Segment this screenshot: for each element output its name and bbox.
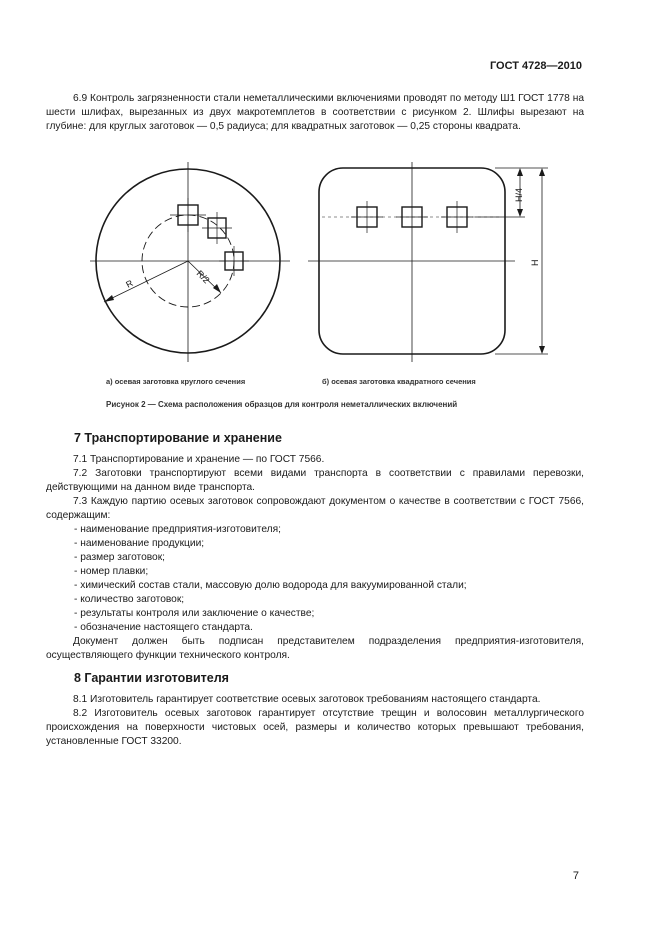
page-number: 7 [572,870,579,882]
list-item: - результаты контроля или заключение о качестве; [74,608,315,619]
paragraph-6-9: 6.9 Контроль загрязненности стали неметаллическими включениями проводят по методу Ш1 ГОСТ 1778 на шести шлифах, вырезанных из двух макротемплетов в соответствии с рисунком 2. Шлифы вырезают на глубине: для круглых заготовок — 0,5 радиуса; для квадратных заготовок — 0,25 стороны квадрата. [46,93,584,132]
paragraph-8-2: 8.2 Изготовитель осевых заготовок гарантирует отсутствие трещин и волосовин металлургического происхождения на поверхности чистовых осей, размеры и количество которых превышают требования, установленные ГОСТ 33200. [46,708,584,747]
section-6-text [46,92,584,134]
radius-arrow-R2 [213,284,221,293]
section-7-title: 7 Транспортирование и хранение [74,431,282,445]
paragraph-7-2: 7.2 Заготовки транспортируют всеми видами транспорта в соответствии с правилами перевозки, действующими на данном виде транспорта. [46,468,584,493]
list-item: - наименование продукции; [74,538,205,549]
document-header: ГОСТ 4728—2010 [489,60,582,72]
paragraph-7-1: 7.1 Транспортирование и хранение — по ГОСТ 7566. [73,454,325,465]
label-R2: R/2 [194,268,212,286]
label-H4: H/4 [514,187,524,202]
section-7-text [46,453,584,663]
list-item: - номер плавки; [74,566,149,577]
list-item: - размер заготовок; [74,552,166,563]
figure-2-diagram [90,162,560,362]
label-R: R [124,277,135,290]
paragraph-7-document: Документ должен быть подписан представителем подразделения предприятия-изготовителя, осуществляющего функции технического контроля. [46,636,584,661]
list-item: - наименование предприятия-изготовителя; [74,524,281,535]
paragraph-7-3: 7.3 Каждую партию осевых заготовок сопровождают документом о качестве в соответствии с ГОСТ 7566, содержащим: [46,496,584,521]
caption-b: б) осевая заготовка квадратного сечения [322,377,476,386]
list-item: - количество заготовок; [74,594,185,605]
label-H: H [530,259,540,266]
radius-line-R [104,261,188,302]
section-8-title: 8 Гарантии изготовителя [74,671,229,685]
caption-a: а) осевая заготовка круглого сечения [106,377,246,386]
section-8-text [46,693,584,749]
list-item: - химический состав стали, массовую долю водорода для вакуумированной стали; [74,580,467,591]
radius-arrow-R [104,295,114,302]
list-item: - обозначение настоящего стандарта. [74,622,253,633]
figure-caption: Рисунок 2 — Схема расположения образцов для контроля неметаллических включений [106,400,458,409]
paragraph-8-1: 8.1 Изготовитель гарантирует соответствие осевых заготовок требованиям настоящего стандарта. [73,694,541,705]
